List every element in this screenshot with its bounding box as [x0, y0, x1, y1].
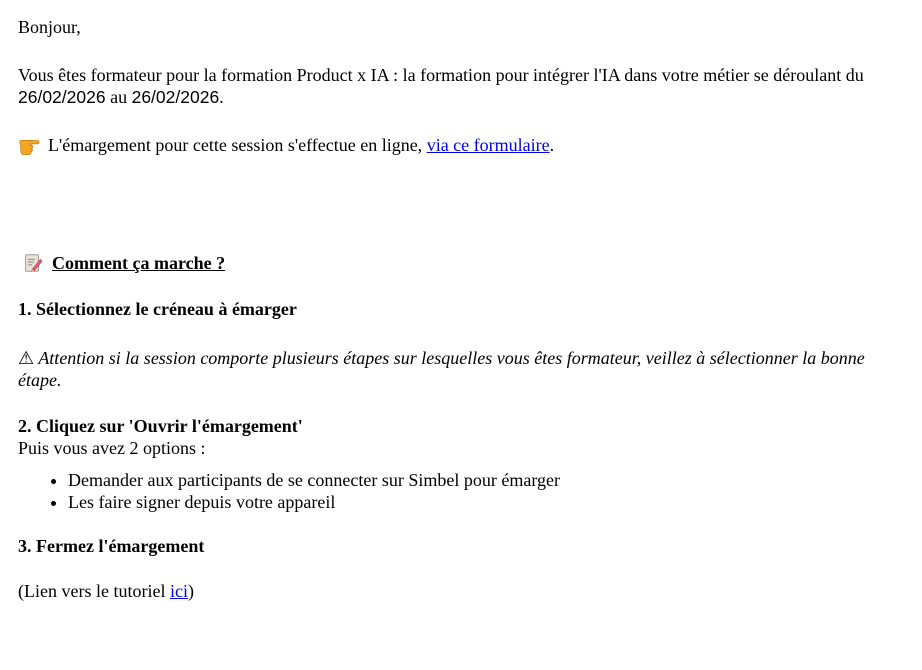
signin-end: . — [549, 135, 555, 155]
intro-paragraph — [18, 64, 908, 108]
list-item: • Les faire signer depuis votre appareil — [68, 491, 922, 513]
list-item: • Demander aux participants de se connecter sur Simbel pour émarger — [68, 469, 922, 491]
step1-title: 1. Sélectionnez le créneau à émarger — [18, 299, 297, 319]
tutorial-text: (Lien vers le tutoriel — [18, 581, 170, 601]
end-date: 26/02/2026 — [131, 87, 220, 107]
intro-text: Vous êtes formateur pour la formation Product x IA : la formation pour intégrer l'IA dans votre métier se déroulant du — [18, 65, 864, 85]
form-link[interactable]: via ce formulaire — [426, 135, 550, 155]
signin-line — [18, 134, 922, 156]
warning-note — [18, 347, 910, 391]
howto-heading — [22, 252, 922, 274]
start-date: 26/02/2026 — [18, 87, 106, 107]
tutorial-end: ) — [187, 581, 194, 601]
howto-title: Comment ça marche ? — [52, 253, 226, 273]
signin-text: L'émargement pour cette session s'effectue en ligne, — [48, 135, 423, 155]
greeting: Bonjour, — [18, 17, 81, 37]
step2-text: Puis vous avez 2 options : — [18, 438, 206, 458]
warning-text: Attention si la session comporte plusieurs étapes sur lesquelles vous êtes formateur, veillez à sélectionner la bonne étape. — [18, 348, 865, 390]
tutorial-link[interactable]: ici — [169, 581, 188, 601]
pointing-hand-icon — [18, 134, 40, 156]
intro-end: . — [219, 87, 224, 107]
step3-title: 3. Fermez l'émargement — [18, 536, 205, 556]
step2-title: 2. Cliquez sur 'Ouvrir l'émargement' — [18, 416, 303, 436]
warning-icon: ⚠ — [18, 348, 35, 368]
spacer — [18, 156, 922, 252]
tutorial-line — [18, 580, 922, 602]
memo-icon — [22, 252, 44, 274]
intro-between: au — [105, 87, 132, 107]
options-list — [18, 469, 922, 513]
